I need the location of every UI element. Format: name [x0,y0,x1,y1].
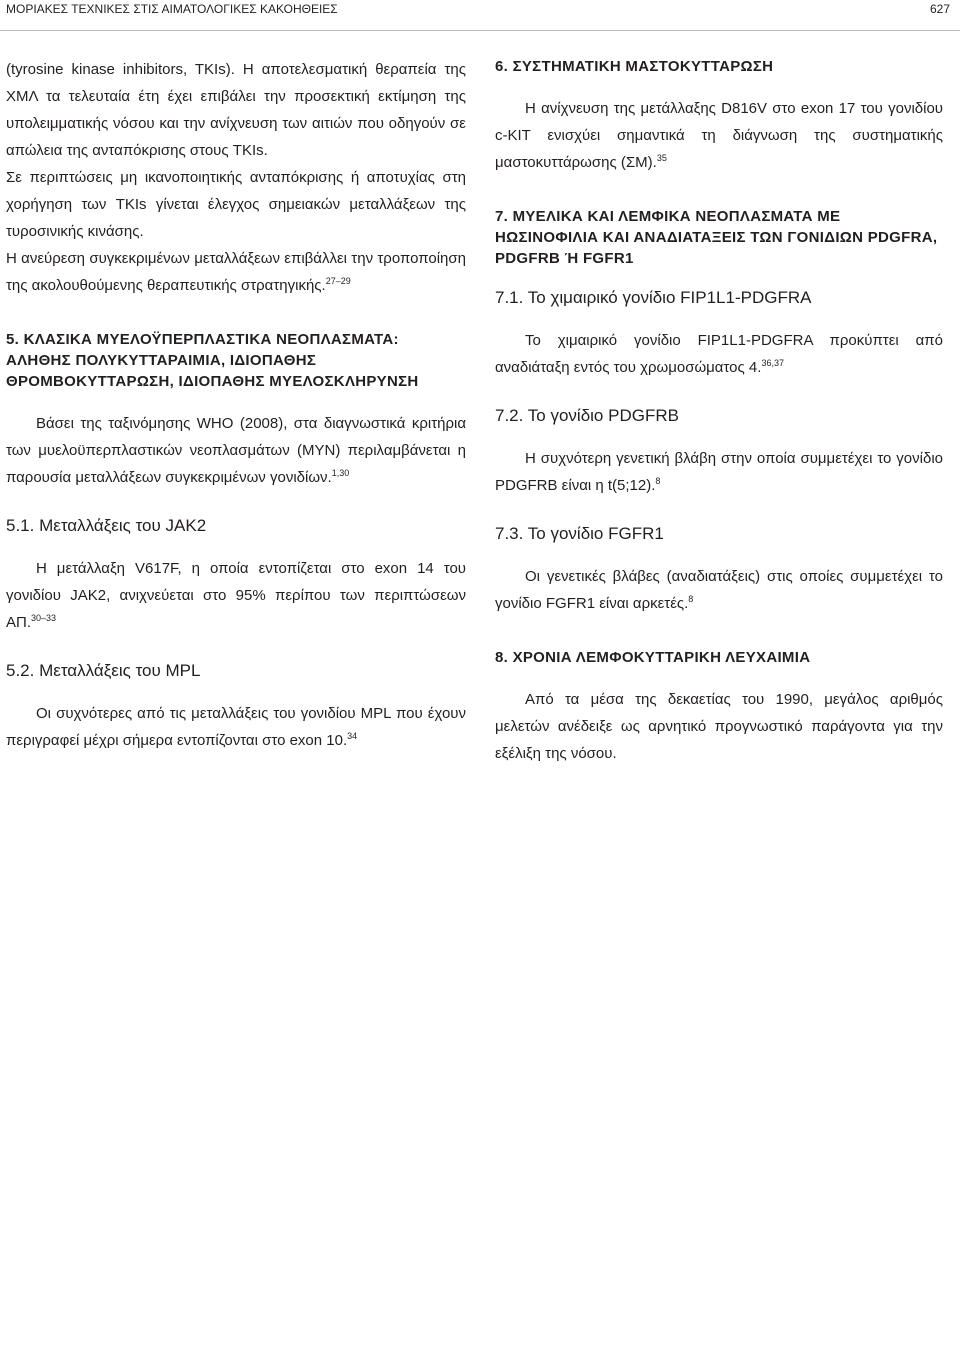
subsection-7-1-heading: 7.1. Το χιμαιρικό γονίδιο FIP1L1-PDGFRA [495,288,812,307]
paragraph: Οι συχνότερες από τις μεταλλάξεις του γονιδίου MPL που έχουν περιγραφεί μέχρι σήμερα εντοπίζονται στο exon 10.34 [6,705,466,749]
subsection-5-1-heading: 5.1. Μεταλλάξεις του JAK2 [6,516,207,535]
section-6-heading: 6. ΣΥΣΤΗΜΑΤΙΚΗ ΜΑΣΤΟΚΥΤΤΑΡΩΣΗ [495,58,774,75]
paragraph: Η μετάλλαξη V617F, η οποία εντοπίζεται στο exon 14 του γονιδίου JAK2, ανιχνεύεται στο 95% περίπου των περιπτώσεων ΑΠ.$^{30-33}$ [6,560,466,631]
section-5-heading: 5. ΚΛΑΣΙΚΑ ΜΥΕΛΟΫΠΕΡΠΛΑΣΤΙΚΑ ΝΕΟΠΛΑΣΜΑΤΑ: ΑΛΗΘΗΣ ΠΟΛΥΚΥΤΤΑΡΑΙΜΙΑ, ΙΔΙΟΠΑΘΗΣ ΘΡΟΜΒΟΚΥΤΤΑΡΩΣΗ, ΙΔΙΟΠΑΘΗΣ ΜΥΕΛΟΣΚΛΗΡΥΝΣΗ [6,331,419,390]
right-column [495,56,943,767]
paragraph: Σε περιπτώσεις μη ικανοποιητικής ανταπόκρισης ή αποτυχίας στη χορήγηση των TKIs γίνεται έλεγχος σημειακών μεταλλάξεων της τυροσινικής κινάσης. [6,169,466,240]
citation: 27–29 [325,276,351,286]
citation: 8 [655,476,661,486]
subsection-7-3-heading: 7.3. Το γονίδιο FGFR1 [495,524,664,543]
running-title: ΜΟΡΙΑΚΕΣ ΤΕΧΝΙΚΕΣ ΣΤΙΣ ΑΙΜΑΤΟΛΟΓΙΚΕΣ ΚΑΚΟΗΘΕΙΕΣ [6,2,338,16]
citation: 36,37 [761,358,784,368]
citation: 8 [688,594,694,604]
paragraph: Η ανεύρεση συγκεκριμένων μεταλλάξεων επιβάλλει την τροποποίηση της ακολουθούμενης θεραπευτικής στρατηγικής.$^{27-29}$ [6,250,466,294]
paragraph: (tyrosine kinase inhibitors, TKIs). Η αποτελεσματική θεραπεία της ΧΜΛ τα τελευταία έτη έχει επιβάλει την προσεκτική εκτίμηση της υπολειμματικής νόσου και την ανίχνευση των αιτιών που οδηγούν σε απώλεια της ανταπόκρισης στους TKIs. [6,61,466,159]
page-number: 627 [929,2,950,16]
citation: 35 [656,153,667,163]
page-header [0,0,960,31]
left-column [6,56,466,754]
paragraph: Οι γενετικές βλάβες (αναδιατάξεις) στις οποίες συμμετέχει το γονίδιο FGFR1 είναι αρκετές.$^8$ [495,568,943,612]
citation: 30–33 [31,613,57,623]
paragraph: Η ανίχνευση της μετάλλαξης D816V στο exon 17 του γονιδίου c-KIT ενισχύει σημαντικά τη διάγνωση της συστηματικής μαστοκυττάρωσης (ΣΜ).$^{35}$ [495,100,943,171]
citation: 1,30 [331,468,350,478]
citation: 34 [347,731,358,741]
paragraph: Βάσει της ταξινόμησης WHO (2008), στα διαγνωστικά κριτήρια των μυελοϋπερπλαστικών νεοπλασμάτων (ΜΥΝ) περιλαμβάνεται η παρουσία μεταλλάξεων συγκεκριμένων γονιδίων.$^{1,30}$ [6,415,466,486]
subsection-7-2-heading: 7.2. Το γονίδιο PDGFRB [495,406,679,425]
section-7-heading: 7. ΜΥΕΛΙΚΑ ΚΑΙ ΛΕΜΦΙΚΑ ΝΕΟΠΛΑΣΜΑΤΑ ΜΕ ΗΩΣΙΝΟΦΙΛΙΑ ΚΑΙ ΑΝΑΔΙΑΤΑΞΕΙΣ ΤΩΝ ΓΟΝΙΔΙΩΝ PDGFRA, PDGFRB Ή FGFR1 [495,208,938,267]
paragraph: Η συχνότερη γενετική βλάβη στην οποία συμμετέχει το γονίδιο PDGFRB είναι η t(5;12).$^8$ [495,450,943,494]
subsection-5-2-heading: 5.2. Μεταλλάξεις του MPL [6,661,201,680]
paragraph: Το χιμαιρικό γονίδιο FIP1L1-PDGFRA προκύπτει από αναδιάταξη εντός του χρωμοσώματος 4.$^{36,37}$ [495,332,943,376]
section-8-heading: 8. ΧΡΟΝΙΑ ΛΕΜΦΟΚΥΤΤΑΡΙΚΗ ΛΕΥΧΑΙΜΙΑ [495,649,811,666]
paragraph: Από τα μέσα της δεκαετίας του 1990, μεγάλος αριθμός μελετών ανέδειξε ως αρνητικό προγνωστικό παράγοντα για την εξέλιξη της νόσου. [495,691,943,762]
